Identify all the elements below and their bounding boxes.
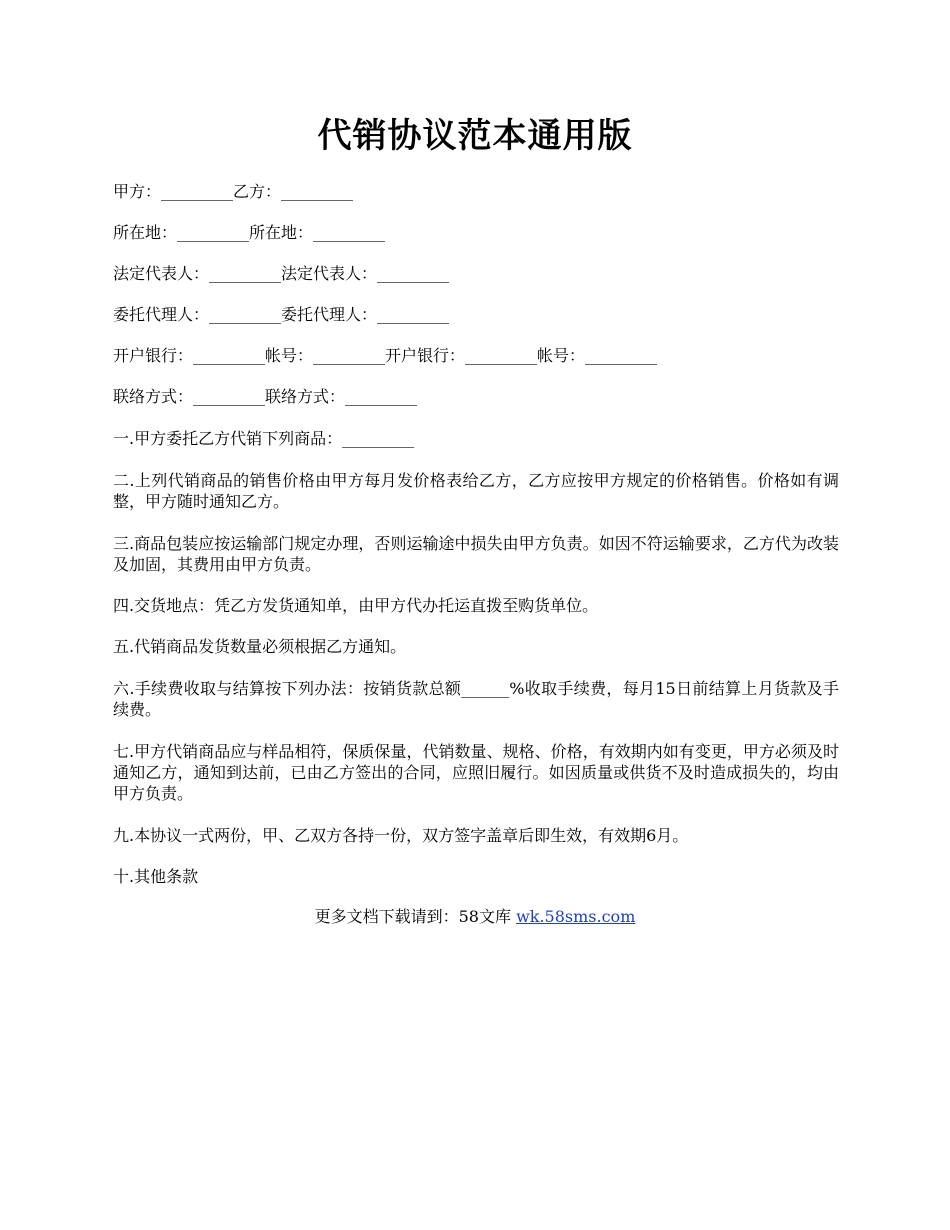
clause-7: 七.甲方代销商品应与样品相符，保质保量，代销数量、规格、价格，有效期内如有变更，甲方必须及时通知乙方，通知到达前，已由乙方签出的合同，应照旧履行。如因质量或供货不及时造成损失的，均由甲方负责。 <box>113 742 839 803</box>
footer-link[interactable]: wk.58sms.com <box>516 907 636 926</box>
clause-9: 九.本协议一式两份，甲、乙双方各持一份，双方签字盖章后即生效，有效期6月。 <box>113 826 689 845</box>
contact-info: 联络方式：_________联络方式：_________ <box>113 387 418 406</box>
clause-3: 三.商品包装应按运输部门规定办理，否则运输途中损失由甲方负责。如因不符运输要求，乙方代为改装及加固，其费用由甲方负责。 <box>113 534 839 574</box>
footer <box>0 906 950 927</box>
clause-5: 五.代销商品发货数量必须根据乙方通知。 <box>113 637 407 656</box>
clause-10: 十.其他条款 <box>113 867 199 886</box>
clause-2: 二.上列代销商品的销售价格由甲方每月发价格表给乙方，乙方应按甲方规定的价格销售。价格如有调整，甲方随时通知乙方。 <box>113 471 839 511</box>
authorized-agents: 委托代理人：_________委托代理人：_________ <box>113 305 450 324</box>
clause-1: 一.甲方委托乙方代销下列商品：_________ <box>113 429 415 448</box>
clause-4: 四.交货地点：凭乙方发货通知单，由甲方代办托运直拨至购货单位。 <box>113 596 599 615</box>
legal-representatives: 法定代表人：_________法定代表人：_________ <box>113 264 450 283</box>
bank-accounts: 开户银行：_________帐号：_________开户银行：_________帐号：_________ <box>113 346 658 365</box>
document-title: 代销协议范本通用版 <box>317 116 633 156</box>
party-names: 甲方：_________乙方：_________ <box>113 182 354 201</box>
party-addresses: 所在地：_________所在地：_________ <box>113 223 386 242</box>
footer-text: 更多文档下载请到：58文库 <box>314 907 517 926</box>
clause-6: 六.手续费收取与结算按下列办法：按销货款总额______%收取手续费，每月15日前结算上月货款及手续费。 <box>113 679 839 719</box>
